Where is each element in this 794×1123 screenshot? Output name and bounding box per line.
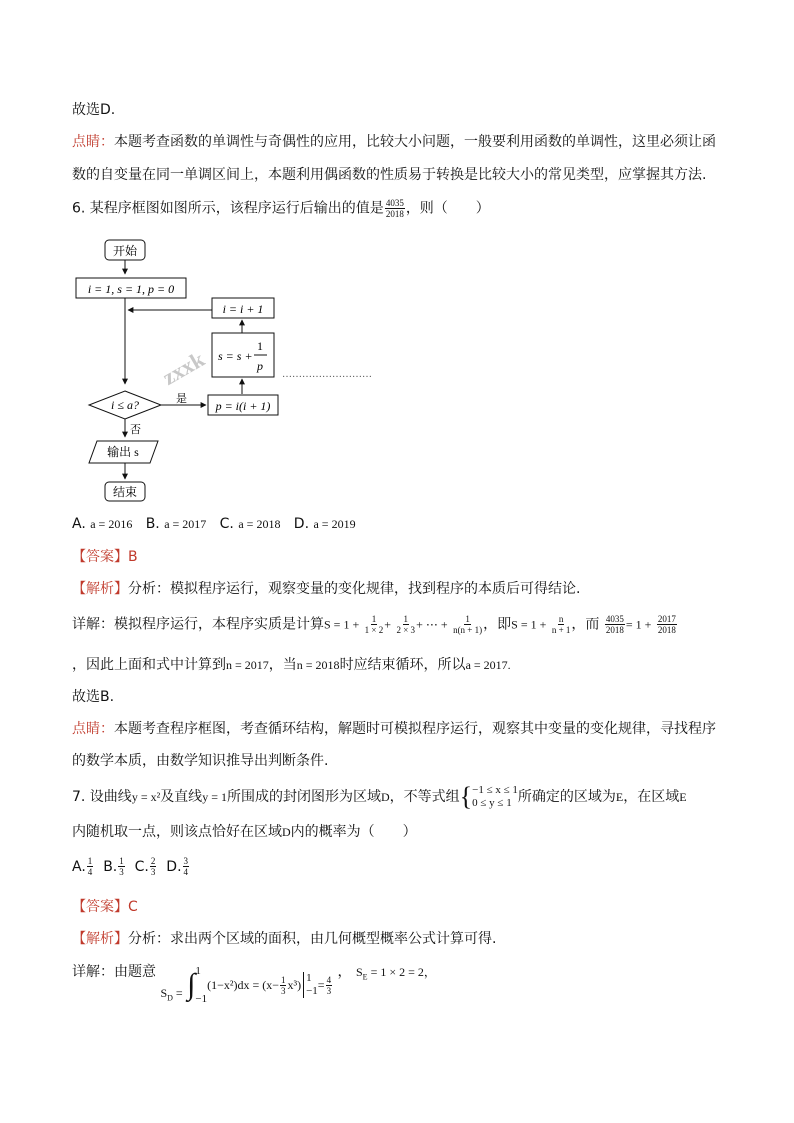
flow-sum-num: 1 [257,339,263,353]
q7-option-d[interactable]: D. $\frac{3}{4}$ [166,856,189,877]
q6-options [72,514,356,534]
q6-option-a[interactable]: A. a = 2016 [72,516,133,532]
q6-option-b[interactable]: B. a = 2017 [145,516,207,532]
q6-option-d[interactable]: D. a = 2019 [293,516,356,532]
flow-start-text: 开始 [112,244,138,258]
flow-yes-label: 是 [176,393,187,405]
flowchart [72,236,382,506]
detail-6-line-1: 详解：模拟程序运行，本程序实质是计算S = 1 + $\frac{1}{1 \times 2}$ + $\frac{1}{2 \times 3}$ + ⋯ + $\frac{1}{n(n + 1)}$ ，即S = 1 + $\frac{n}{n + 1}$ ，而 $\frac{4035}{2018}$ = 1 + $\frac{2017}{2018}$ [72,614,676,635]
analysis-7: 【解析】分析：求出两个区域的面积，由几何概型概率公式计算可得. [72,931,497,947]
flow-condition-text: i ≤ a? [111,398,139,412]
question-7-line-2: 内随机取一点，则该点恰好在区域D内的概率为（ ） [72,824,417,840]
question-7-line-1: 7. 设曲线y = x²及直线y = 1所围成的封闭图形为区域D，不等式组 { −1 ≤ x ≤ 1 0 ≤ y ≤ 1 所确定的区域为E，在区域E [72,782,687,811]
answer-7: 【答案】C [72,899,138,915]
flow-output-text: 输出 s [107,445,139,459]
remark-line-2: 数的自变量在同一单调区间上，本题利用偶函数的性质易于转换是比较大小的常见类型，应掌握其方法. [72,167,707,183]
q7-option-c[interactable]: C. $\frac{2}{3}$ [134,856,156,877]
flow-sum-den: p [257,359,263,373]
question-6: 6. 某程序框图如图所示，该程序运行后输出的值是 $\frac{4035}{2018}$ ，则（ ） [72,198,490,219]
q6-option-c[interactable]: C. a = 2018 [219,516,281,532]
remark-6-line-2: 的数学本质，由数学知识推导出判断条件. [72,753,329,769]
flow-pupdate-text: p = i(i + 1) [215,399,271,413]
flow-end-text: 结束 [112,485,138,499]
q7-option-a[interactable]: A. $\frac{1}{4}$ [72,856,93,877]
q7-option-b[interactable]: B. $\frac{1}{3}$ [103,856,124,877]
flow-init-text: i = 1, s = 1, p = 0 [87,282,175,296]
flow-increment-text: i = i + 1 [222,302,264,316]
answer-6: 【答案】B [72,549,138,565]
select-6: 故选B. [72,689,115,705]
detail-7: 详解：由题意 $S_D$ = ∫ 1 −1 (1−x²)dx = (x− $\frac{1}{3}$ x³) 1 −1 = $\frac{4}{3}$ ， $S_E = 1 \times 2 = 2$， [72,964,436,1005]
flow-dots: ……………………… [282,369,372,380]
analysis-6: 【解析】分析：模拟程序运行，观察变量的变化规律，找到程序的本质后可得结论. [72,581,581,597]
watermark-zxxk: zxxk [157,346,209,390]
conclusion-line: 故选D. [72,102,116,118]
q7-options [72,856,190,877]
detail-6-line-2: ，因此上面和式中计算到n = 2017，当n = 2018时应结束循环，所以a = 2017. [72,657,511,673]
flow-no-label: 否 [130,424,141,436]
flow-sum-text: s = s + [218,349,253,363]
remark-6-line-1: 点睛：本题考查程序框图，考查循环结构，解题时可模拟程序运行，观察其中变量的变化规律，寻找程序 [72,721,716,737]
remark-line-1: 点睛：本题考查函数的单调性与奇偶性的应用，比较大小问题，一般要利用函数的单调性，这里必须让函 [72,134,716,150]
